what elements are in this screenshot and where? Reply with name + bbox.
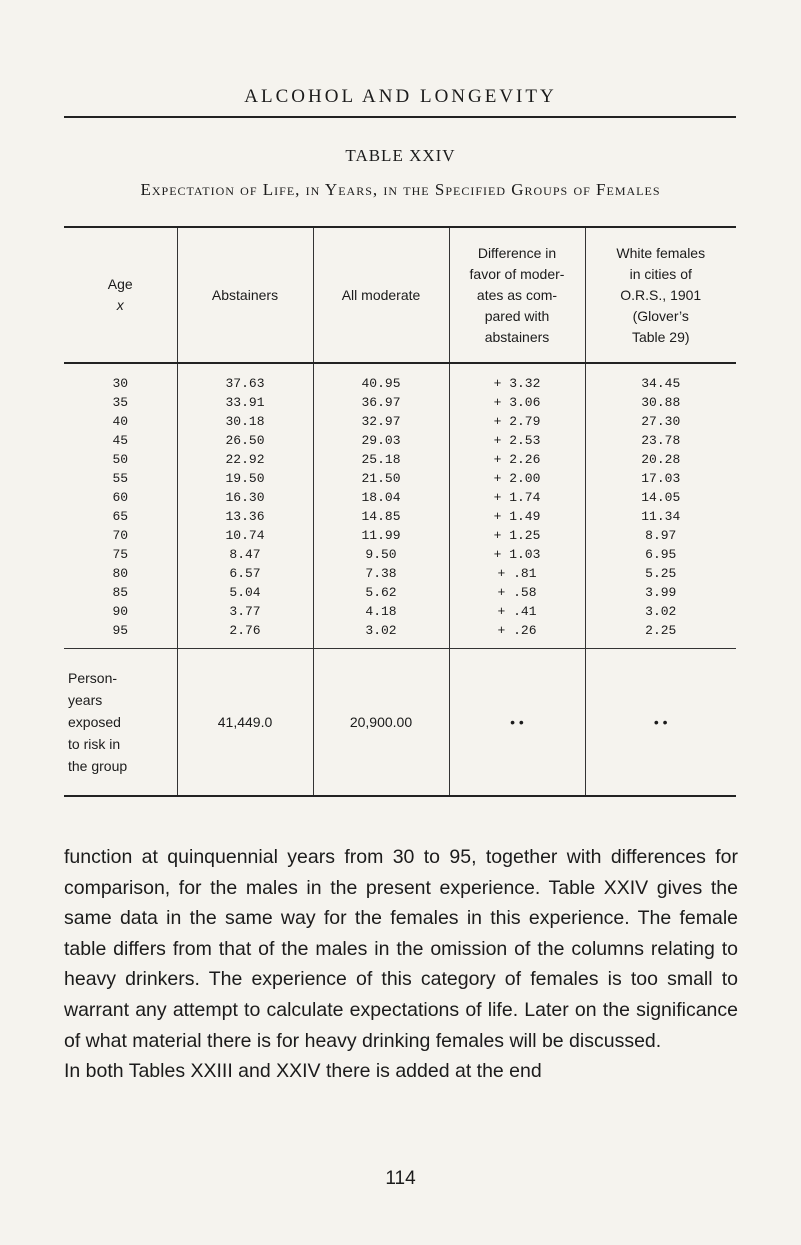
cell-all-moderate: 4.18 (313, 602, 449, 621)
cell-difference: + 2.26 (449, 450, 585, 469)
col-header-white-females-line: Table 29) (631, 328, 690, 345)
cell-all-moderate: 36.97 (313, 393, 449, 412)
cell-white-females: 6.95 (585, 545, 736, 564)
table-row (64, 564, 736, 583)
cell-age: 85 (112, 585, 129, 600)
cell-difference: + .58 (449, 583, 585, 602)
cell-difference: + 2.53 (449, 431, 585, 450)
running-head: ALCOHOL AND LONGEVITY (244, 86, 557, 107)
table-caption: Expectation of Life, in Years, in the Specified Groups of Females (140, 180, 661, 199)
cell-white-females: 23.78 (585, 431, 736, 450)
header-rule (64, 116, 736, 118)
table-row (64, 583, 736, 602)
table-row (64, 507, 736, 526)
cell-difference: + 1.25 (449, 526, 585, 545)
body-paragraph: In both Tables XXIII and XXIV there is added at the end (64, 1060, 542, 1083)
col-header-difference-line: abstainers (484, 328, 550, 345)
table-row (64, 526, 736, 545)
cell-all-moderate: 40.95 (313, 363, 449, 393)
col-header-white-females-line: White females (616, 244, 706, 261)
cell-all-moderate: 9.50 (313, 545, 449, 564)
cell-white-females: 11.34 (585, 507, 736, 526)
cell-white-females: 20.28 (585, 450, 736, 469)
cell-age: 95 (112, 623, 129, 638)
cell-abstainers: 16.30 (177, 488, 313, 507)
cell-abstainers: 10.74 (177, 526, 313, 545)
person-years-row (64, 649, 736, 796)
cell-difference: + 3.06 (449, 393, 585, 412)
cell-difference: + .41 (449, 602, 585, 621)
col-header-difference-line: ates as com- (476, 286, 558, 303)
col-header-age-variable: x (116, 297, 124, 313)
cell-age: 40 (112, 414, 129, 429)
cell-abstainers: 22.92 (177, 450, 313, 469)
cell-white-females: 3.99 (585, 583, 736, 602)
col-header-difference-line: Difference in (477, 244, 557, 261)
col-header-white-females (585, 228, 736, 363)
cell-age: 50 (112, 452, 129, 467)
cell-white-females: 17.03 (585, 469, 736, 488)
table-row (64, 412, 736, 431)
col-header-difference (449, 228, 585, 363)
cell-all-moderate: 11.99 (313, 526, 449, 545)
col-header-difference-line: favor of moder- (469, 265, 565, 282)
table-row (64, 602, 736, 621)
person-years-abstainers: 41,449.0 (177, 649, 313, 796)
cell-difference: + 1.74 (449, 488, 585, 507)
table-row (64, 450, 736, 469)
cell-abstainers: 19.50 (177, 469, 313, 488)
table-header-row (64, 228, 736, 363)
person-years-label-line: exposed (68, 714, 121, 730)
cell-all-moderate: 29.03 (313, 431, 449, 450)
col-header-white-females-line: O.R.S., 1901 (620, 286, 702, 303)
table-title: TABLE XXIV (345, 146, 456, 165)
cell-age: 30 (112, 376, 129, 391)
cell-age: 60 (112, 490, 129, 505)
cell-all-moderate: 21.50 (313, 469, 449, 488)
cell-white-females: 3.02 (585, 602, 736, 621)
table-row (64, 545, 736, 564)
cell-abstainers: 6.57 (177, 564, 313, 583)
cell-white-females: 2.25 (585, 621, 736, 649)
cell-difference: + 3.32 (449, 363, 585, 393)
col-header-abstainers-line: Abstainers (211, 286, 279, 303)
cell-all-moderate: 3.02 (313, 621, 449, 649)
body-text (64, 842, 738, 1087)
person-years-difference: • • (449, 649, 585, 796)
cell-all-moderate: 14.85 (313, 507, 449, 526)
col-header-age-line: Age (107, 276, 133, 292)
cell-abstainers: 30.18 (177, 412, 313, 431)
cell-white-females: 14.05 (585, 488, 736, 507)
cell-age: 90 (112, 604, 129, 619)
cell-white-females: 34.45 (585, 363, 736, 393)
cell-age: 65 (112, 509, 129, 524)
cell-abstainers: 33.91 (177, 393, 313, 412)
cell-all-moderate: 7.38 (313, 564, 449, 583)
cell-age: 80 (112, 566, 129, 581)
cell-abstainers: 5.04 (177, 583, 313, 602)
cell-white-females: 30.88 (585, 393, 736, 412)
cell-white-females: 8.97 (585, 526, 736, 545)
expectation-table (64, 226, 736, 797)
table-row (64, 393, 736, 412)
cell-abstainers: 2.76 (177, 621, 313, 649)
page-number: 114 (385, 1168, 416, 1189)
cell-abstainers: 8.47 (177, 545, 313, 564)
cell-age: 75 (112, 547, 129, 562)
cell-age: 35 (112, 395, 129, 410)
cell-difference: + .81 (449, 564, 585, 583)
person-years-label-line: the group (68, 758, 128, 774)
col-header-difference-line: pared with (484, 307, 550, 324)
cell-age: 45 (112, 433, 129, 448)
cell-all-moderate: 18.04 (313, 488, 449, 507)
person-years-all-moderate: 20,900.00 (313, 649, 449, 796)
cell-age: 55 (112, 471, 129, 486)
cell-white-females: 27.30 (585, 412, 736, 431)
col-header-white-females-line: in cities of (629, 265, 692, 282)
table-row (64, 621, 736, 649)
col-header-abstainers (177, 228, 313, 363)
person-years-label (64, 649, 177, 796)
table-row (64, 363, 736, 393)
cell-difference: + 2.79 (449, 412, 585, 431)
cell-difference: + 1.49 (449, 507, 585, 526)
person-years-white-females: • • (585, 649, 736, 796)
cell-all-moderate: 5.62 (313, 583, 449, 602)
cell-abstainers: 37.63 (177, 363, 313, 393)
cell-difference: + .26 (449, 621, 585, 649)
body-paragraph: function at quinquennial years from 30 to 95, together with differences for comparison, for the males in the present experience. Table XXIV gives the same data in the same way for the females in this experience. The female table differs from that of the males in the omission of the columns relating to heavy drinkers. The experience of this category of females is too small to warrant any attempt to calculate expectations of life. Later on the significance of what material there is for heavy drinking females will be discussed. (64, 846, 738, 1052)
cell-abstainers: 13.36 (177, 507, 313, 526)
col-header-all-moderate (313, 228, 449, 363)
table-row (64, 431, 736, 450)
cell-difference: + 2.00 (449, 469, 585, 488)
cell-abstainers: 26.50 (177, 431, 313, 450)
cell-age: 70 (112, 528, 129, 543)
col-header-age (64, 228, 177, 363)
table-row (64, 488, 736, 507)
col-header-white-females-line: (Glover’s (632, 307, 689, 324)
person-years-label-line: Person- (68, 670, 118, 686)
cell-all-moderate: 25.18 (313, 450, 449, 469)
person-years-label-line: years (68, 692, 103, 708)
col-header-all-moderate-line: All moderate (341, 286, 421, 303)
table-row (64, 469, 736, 488)
cell-all-moderate: 32.97 (313, 412, 449, 431)
cell-white-females: 5.25 (585, 564, 736, 583)
person-years-label-line: to risk in (68, 736, 121, 752)
cell-abstainers: 3.77 (177, 602, 313, 621)
cell-difference: + 1.03 (449, 545, 585, 564)
